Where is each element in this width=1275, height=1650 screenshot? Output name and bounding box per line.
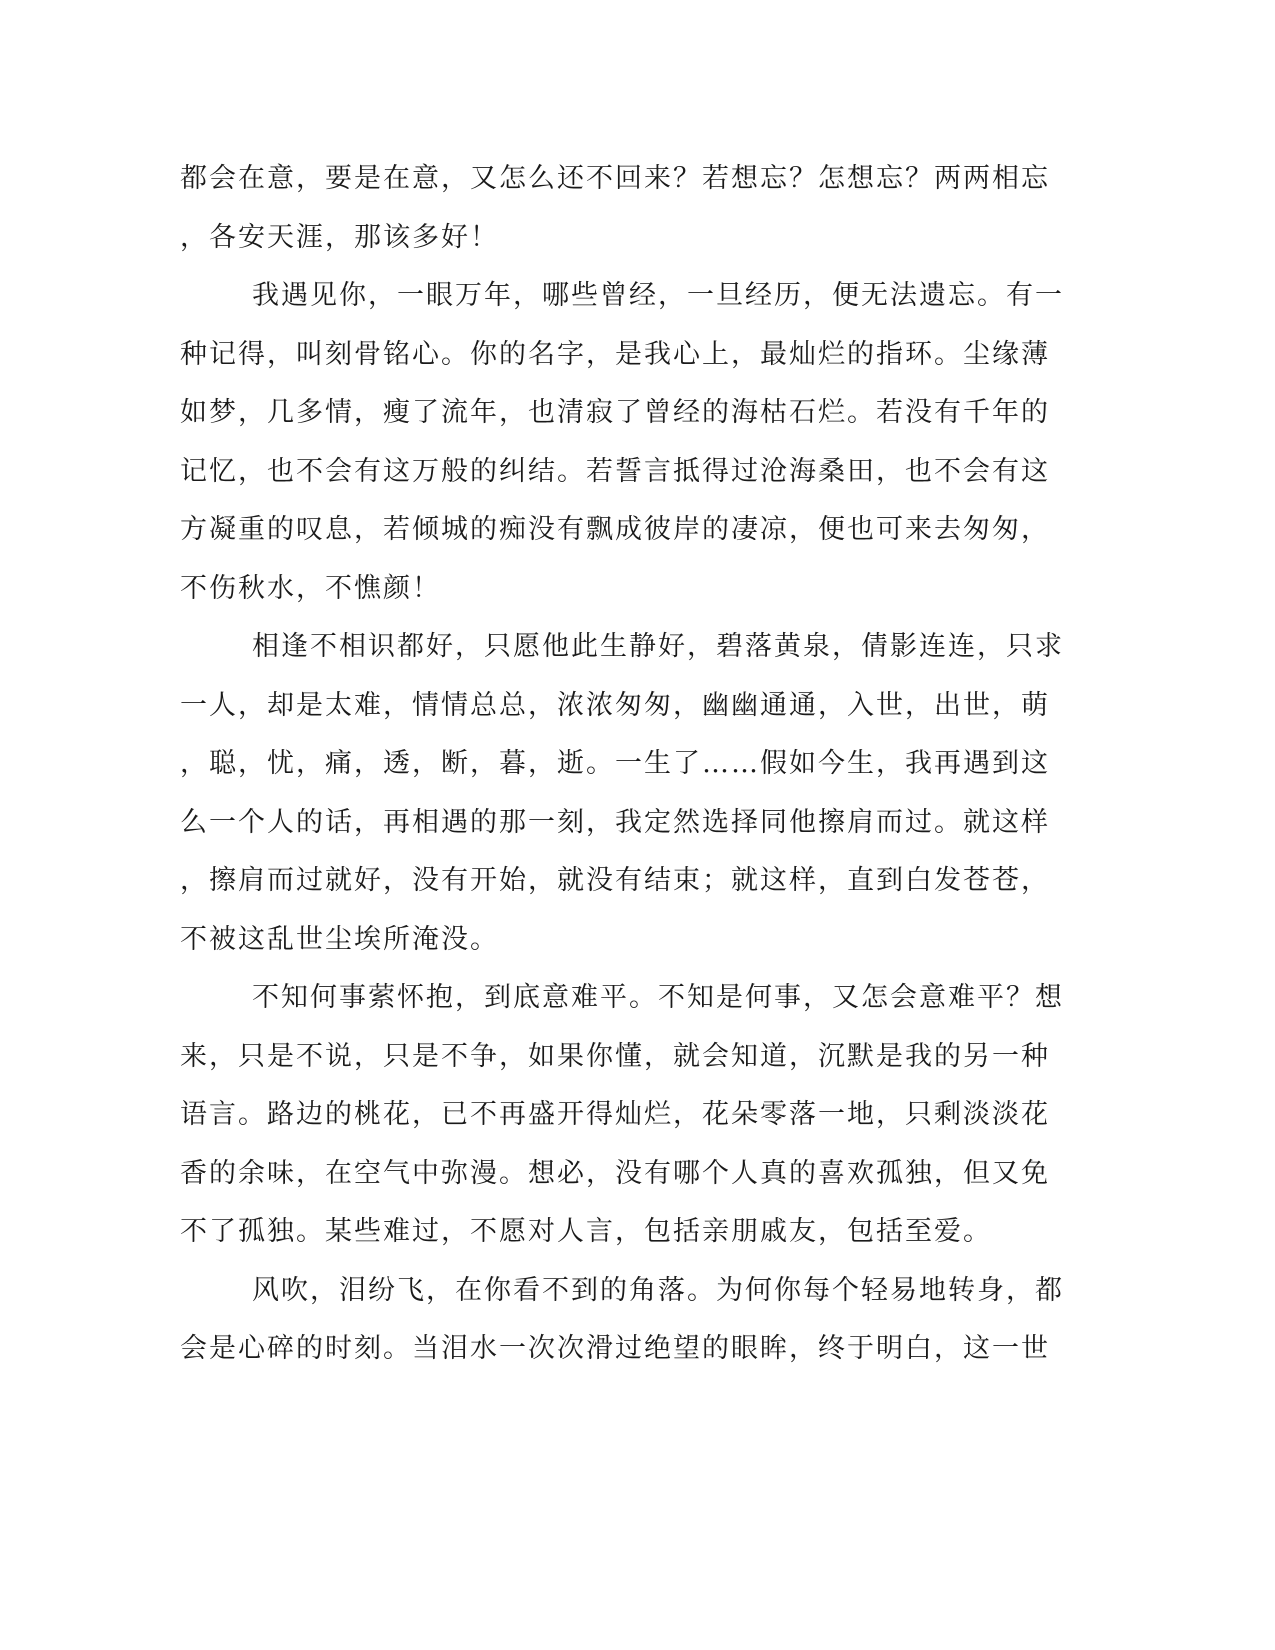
text-line: 一人，却是太难，情情总总，浓浓匆匆，幽幽通通，入世，出世，萌 bbox=[180, 689, 1050, 721]
text-line: ，擦肩而过就好，没有开始，就没有结束；就这样，直到白发苍苍， bbox=[180, 865, 1050, 896]
text-line: 香的余味，在空气中弥漫。想必，没有哪个人真的喜欢孤独，但又免 bbox=[180, 1157, 1050, 1189]
text-line: 记忆，也不会有这万般的纠结。若誓言抵得过沧海桑田，也不会有这 bbox=[180, 455, 1050, 487]
text-line: 方凝重的叹息，若倾城的痴没有飘成彼岸的凄凉，便也可来去匆匆， bbox=[180, 514, 1050, 545]
text-line: 我遇见你，一眼万年，哪些曾经，一旦经历，便无法遗忘。有一 bbox=[252, 280, 1064, 311]
text-line: 会是心碎的时刻。当泪水一次次滑过绝望的眼眸，终于明白，这一世 bbox=[180, 1333, 1050, 1364]
text-line: 不了孤独。某些难过，不愿对人言，包括亲朋戚友，包括至爱。 bbox=[180, 1216, 992, 1247]
text-line: 种记得，叫刻骨铭心。你的名字，是我心上，最灿烂的指环。尘缘薄 bbox=[180, 338, 1050, 370]
text-line: ，聪，忧，痛，透，断，暮，逝。一生了……假如今生，我再遇到这 bbox=[180, 748, 1050, 779]
text-line: 相逢不相识都好，只愿他此生静好，碧落黄泉，倩影连连，只求 bbox=[252, 631, 1064, 662]
text-line: 么一个人的话，再相遇的那一刻，我定然选择同他擦肩而过。就这样 bbox=[180, 806, 1050, 838]
text-line: ，各安天涯，那该多好！ bbox=[180, 221, 499, 253]
text-line: 语言。路边的桃花，已不再盛开得灿烂，花朵零落一地，只剩淡淡花 bbox=[180, 1099, 1050, 1130]
text-line: 都会在意，要是在意，又怎么还不回来？若想忘？怎想忘？两两相忘 bbox=[180, 163, 1050, 194]
text-line: 风吹，泪纷飞，在你看不到的角落。为何你每个轻易地转身，都 bbox=[252, 1274, 1064, 1306]
text-line: 不伤秋水，不憔颜！ bbox=[180, 572, 441, 604]
text-line: 不被这乱世尘埃所淹没。 bbox=[180, 923, 499, 955]
body-text bbox=[180, 150, 1064, 1379]
text-line: 来，只是不说，只是不争，如果你懂，就会知道，沉默是我的另一种 bbox=[180, 1040, 1050, 1072]
text-line: 如梦，几多情，瘦了流年，也清寂了曾经的海枯石烂。若没有千年的 bbox=[180, 397, 1050, 428]
text-line: 不知何事萦怀抱，到底意难平。不知是何事，又怎会意难平？想 bbox=[252, 982, 1064, 1013]
